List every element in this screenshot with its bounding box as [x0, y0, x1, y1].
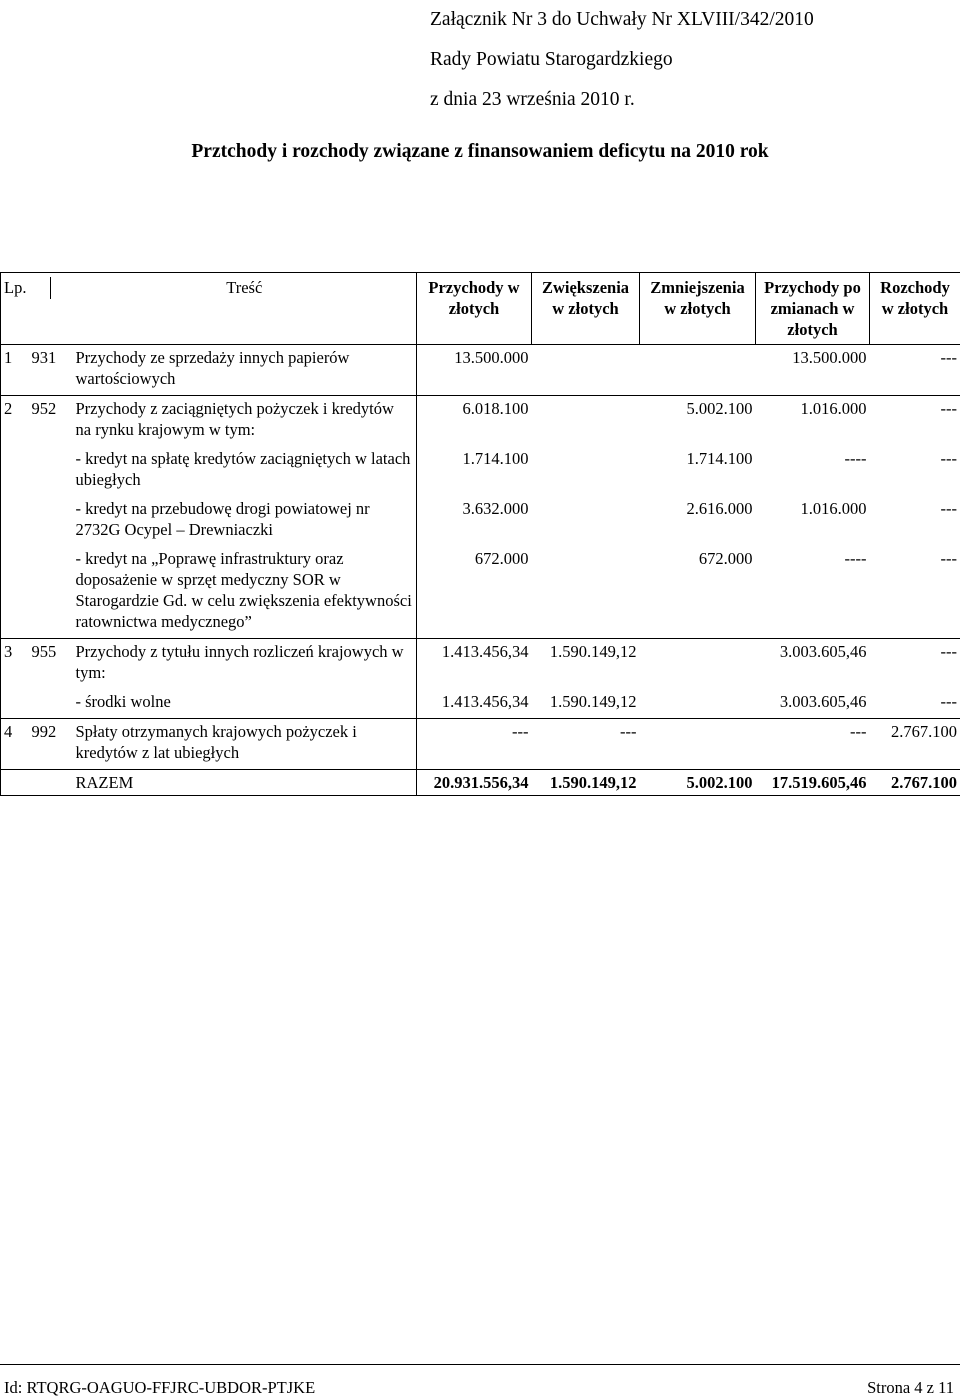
header-przychody: Przychody w złotych — [417, 273, 532, 345]
header-lp: Lp. — [1, 273, 29, 345]
cell-tresc: Przychody ze sprzedaży innych papierów wartościowych — [73, 345, 417, 396]
header-po-zmianach: Przychody po zmianach w złotych — [756, 273, 870, 345]
cell-rozchody: --- — [870, 446, 960, 496]
cell-rozchody: --- — [870, 546, 960, 639]
cell-lp: 2 — [1, 396, 29, 447]
cell-rozchody: --- — [870, 496, 960, 546]
cell-przychody: --- — [512, 722, 529, 741]
cell-paragraph — [29, 689, 73, 719]
table-row — [1, 446, 960, 496]
cell-zmniejszenia: 5.002.100 — [686, 399, 753, 418]
cell-tresc: Spłaty otrzymanych krajowych pożyczek i kredytów z lat ubiegłych — [73, 719, 417, 770]
cell-lp — [1, 446, 29, 496]
cell-rozchody: --- — [870, 639, 960, 690]
cell-zwiekszenia — [532, 446, 640, 496]
cell-zmniejszenia — [640, 689, 756, 719]
table-row — [1, 719, 960, 770]
cell-po-zmianach: 1.016.000 — [800, 499, 867, 518]
cell-lp: 1 — [1, 345, 29, 396]
cell-paragraph: 931 — [31, 348, 57, 367]
cell-tresc: - środki wolne — [73, 689, 417, 719]
cell-lp — [1, 546, 29, 639]
table-row — [1, 496, 960, 546]
header-tresc: Treść — [73, 273, 417, 345]
cell-zwiekszenia: 1.590.149,12 — [549, 692, 637, 711]
cell-przychody: 672.000 — [474, 549, 529, 568]
cell-przychody: 13.500.000 — [454, 348, 529, 367]
cell-rozchody: --- — [870, 396, 960, 447]
total-label: RAZEM — [73, 770, 417, 796]
cell-zmniejszenia: 672.000 — [698, 549, 753, 568]
cell-tresc: - kredyt na „Poprawę infrastruktury oraz doposażenie w sprzęt medyczny SOR w Starogardzie Gd. w celu zwiększenia efektywności ratownictwa medycznego” — [73, 546, 417, 639]
cell-tresc: - kredyt na przebudowę drogi powiatowej nr 2732G Ocypel – Drewniaczki — [73, 496, 417, 546]
cell-zmniejszenia — [640, 639, 756, 690]
total-zmniejszenia: 5.002.100 — [686, 773, 753, 792]
cell-zwiekszenia — [532, 396, 640, 447]
header-line-3: z dnia 23 września 2010 r. — [430, 89, 635, 110]
header-rozchody: Rozchody w złotych — [870, 273, 960, 345]
cell-po-zmianach: 3.003.605,46 — [779, 692, 867, 711]
total-przychody: 20.931.556,34 — [433, 773, 529, 792]
cell-przychody: 6.018.100 — [462, 399, 529, 418]
table-row — [1, 396, 960, 447]
table-row — [1, 345, 960, 396]
total-po-zmianach: 17.519.605,46 — [771, 773, 867, 792]
cell-po-zmianach: 1.016.000 — [800, 399, 867, 418]
document-title: Prztchody i rozchody związane z finansowaniem deficytu na 2010 rok — [191, 141, 769, 162]
cell-tresc: Przychody z tytułu innych rozliczeń krajowych w tym: — [73, 639, 417, 690]
header-zmniejszenia: Zmniejszenia w złotych — [640, 273, 756, 345]
cell-przychody: 1.413.456,34 — [441, 642, 529, 661]
cell-rozchody: --- — [870, 345, 960, 396]
table-row — [1, 689, 960, 719]
cell-paragraph: 952 — [31, 399, 57, 418]
cell-zmniejszenia — [640, 719, 756, 770]
document-id: Id: RTQRG-OAGUO-FFJRC-UBDOR-PTJKE — [4, 1378, 316, 1397]
table-row — [1, 639, 960, 690]
cell-po-zmianach: ---- — [844, 549, 867, 568]
cell-zwiekszenia: 1.590.149,12 — [549, 642, 637, 661]
document-header — [430, 0, 814, 120]
cell-po-zmianach: --- — [850, 722, 867, 741]
cell-przychody: 1.413.456,34 — [441, 692, 529, 711]
cell-zmniejszenia: 2.616.000 — [686, 499, 753, 518]
footer-divider — [0, 1364, 960, 1365]
cell-lp: 4 — [1, 719, 29, 770]
cell-zwiekszenia: --- — [620, 722, 637, 741]
header-paragraph — [29, 273, 73, 345]
header-line-2: Rady Powiatu Starogardzkiego — [430, 49, 673, 70]
cell-zmniejszenia — [640, 345, 756, 396]
total-zwiekszenia: 1.590.149,12 — [549, 773, 637, 792]
header-line-1: Załącznik Nr 3 do Uchwały Nr XLVIII/342/2010 — [430, 9, 814, 30]
section-sign-icon — [50, 277, 52, 299]
cell-zwiekszenia — [532, 496, 640, 546]
cell-po-zmianach: 13.500.000 — [792, 348, 867, 367]
cell-paragraph — [29, 496, 73, 546]
total-rozchody: 2.767.100 — [870, 770, 960, 796]
cell-zmniejszenia: 1.714.100 — [686, 449, 753, 468]
table-row — [1, 546, 960, 639]
cell-tresc: - kredyt na spłatę kredytów zaciągniętych w latach ubiegłych — [73, 446, 417, 496]
cell-paragraph: 955 — [31, 642, 57, 661]
total-row — [1, 770, 960, 796]
cell-paragraph — [29, 546, 73, 639]
cell-zwiekszenia — [532, 345, 640, 396]
finance-table — [0, 272, 960, 796]
page-number: Strona 4 z 11 — [867, 1378, 954, 1397]
cell-paragraph: 992 — [31, 722, 57, 741]
cell-lp: 3 — [1, 639, 29, 690]
cell-rozchody: --- — [870, 689, 960, 719]
cell-po-zmianach: 3.003.605,46 — [779, 642, 867, 661]
cell-przychody: 3.632.000 — [462, 499, 529, 518]
cell-rozchody: 2.767.100 — [870, 719, 960, 770]
cell-paragraph — [29, 446, 73, 496]
cell-lp — [1, 496, 29, 546]
cell-po-zmianach: ---- — [844, 449, 867, 468]
header-zwiekszenia: Zwiększenia w złotych — [532, 273, 640, 345]
cell-zwiekszenia — [532, 546, 640, 639]
cell-przychody: 1.714.100 — [462, 449, 529, 468]
cell-lp — [1, 689, 29, 719]
cell-tresc: Przychody z zaciągniętych pożyczek i kredytów na rynku krajowym w tym: — [73, 396, 417, 447]
